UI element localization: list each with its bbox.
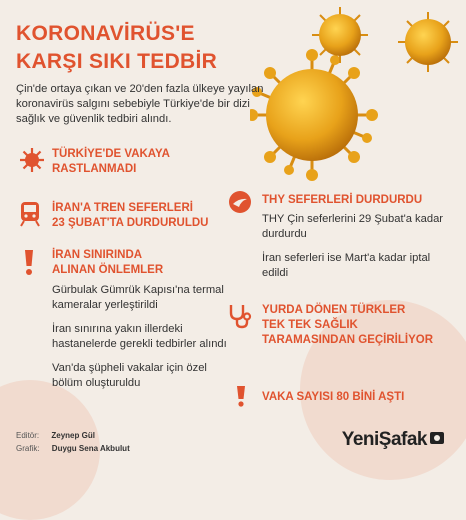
item-returnees-head: YURDA DÖNEN TÜRKLER TEK TEK SAĞLIK TARAMASINDAN GEÇİRİLİYOR	[262, 304, 434, 346]
yenisafak-logo: YeniŞafak	[342, 429, 444, 451]
item-no-case-head: TÜRKİYE'DE VAKAYA RASTLANMADI	[52, 148, 170, 175]
item-iran-border-head: İRAN SINIRINDA ALINAN ÖNLEMLER	[52, 249, 164, 276]
exclamation-icon	[22, 248, 36, 276]
item-returnees	[262, 303, 433, 348]
item-case-count-head: VAKA SAYISI 80 BİNİ AŞTI	[262, 391, 405, 403]
train-icon	[18, 200, 42, 228]
stethoscope-icon	[226, 302, 254, 330]
intro-paragraph: Çin'de ortaya çıkan ve 20'den fazla ülkeye yayılan koronavirüs salgını sebebiyle Türkiye'de bir dizi sağlık ve güvenlik tedbiri alındı.	[16, 83, 264, 125]
item-case-count	[262, 390, 404, 405]
footer-grafik: Grafik: Duygu Sena Akbulut	[16, 444, 130, 453]
virus-illustration	[250, 0, 466, 205]
thy-logo-icon	[228, 190, 252, 214]
title-line-2: KARŞI SIKI TEDBİR	[16, 50, 218, 73]
item-no-case	[52, 147, 170, 177]
page-title	[16, 20, 217, 76]
title-line-1: KORONAVİRÜS'E	[16, 22, 195, 45]
item-thy	[262, 193, 452, 281]
footer-editor: Editör: Zeynep Gül	[16, 431, 95, 440]
exclamation-icon	[234, 385, 248, 407]
camera-icon	[430, 432, 444, 444]
item-thy-head: THY SEFERLERİ DURDURDU	[262, 194, 423, 206]
virus-large	[250, 49, 378, 181]
item-iran-train-head: İRAN'A TREN SEFERLERİ 23 ŞUBAT'TA DURDURULDU	[52, 202, 209, 229]
virus-small-top	[312, 7, 368, 63]
item-iran-border-text-1: Gürbulak Gümrük Kapısı'na termal kameralar yerleştirildi	[52, 284, 224, 311]
item-iran-border-text-2: İran sınırına yakın illerdeki hastanelerde gerekli tedbirler alındı	[52, 323, 227, 350]
virus-icon	[18, 146, 46, 174]
item-thy-text-2: İran seferleri ise Mart'a kadar iptal edildi	[262, 252, 431, 279]
item-iran-border-text-3: Van'da şüpheli vakalar için özel bölüm oluşturuldu	[52, 362, 207, 389]
virus-small-right	[398, 12, 458, 72]
item-thy-text-1: THY Çin seferlerini 29 Şubat'a kadar durdurdu	[262, 213, 444, 240]
item-iran-border	[52, 248, 252, 391]
item-iran-train	[52, 201, 209, 231]
